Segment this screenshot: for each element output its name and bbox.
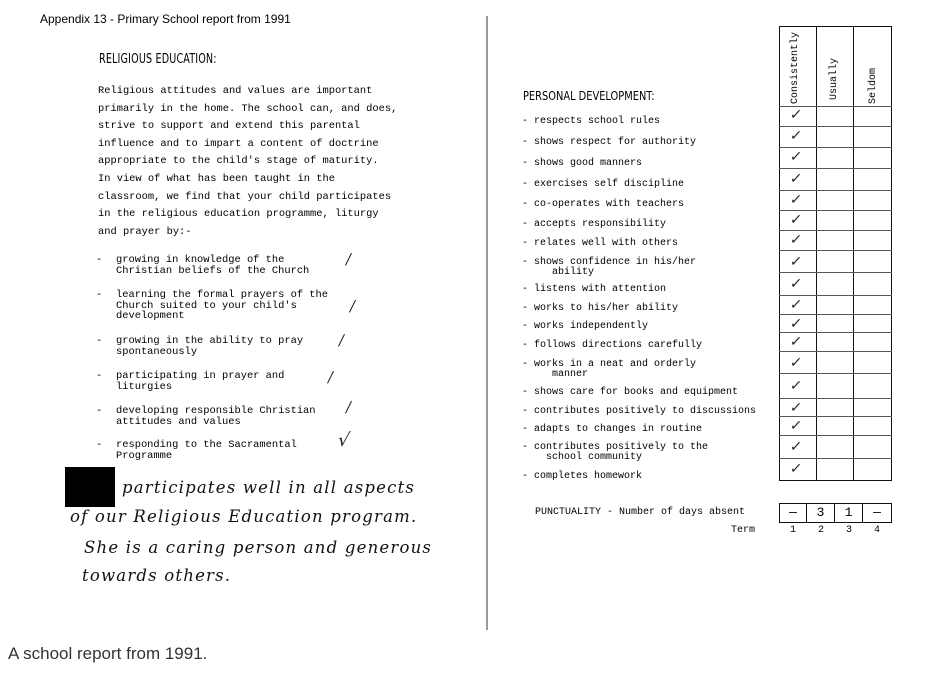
redacted-name-block [65,467,115,507]
re-item-line: responding to the Sacramental [116,439,297,451]
term-absence-box: — [862,503,892,523]
grid-column-divider [853,26,854,481]
rating-tick: ✓ [788,297,803,313]
re-item-line: growing in the ability to pray [116,335,304,347]
page-fold-divider [486,16,488,630]
rating-tick: ✓ [788,149,803,165]
column-header-consistently: Consistently [790,31,801,104]
grid-row-line [779,373,892,374]
paragraph-line: in the religious education programme, liturgy [98,208,379,221]
grid-row-line [779,314,892,315]
pd-item: - co-operates with teachers [522,199,685,210]
column-header-usually: Usually [829,57,840,100]
paragraph-line: primarily in the home. The school can, and does, [98,102,398,115]
grid-row-line [779,250,892,251]
grid-row-line [779,147,892,148]
grid-row-line [779,295,892,296]
term-number: 2 [818,525,825,536]
punctuality-label: PUNCTUALITY - Number of days absent [535,507,746,518]
re-item-line: learning the formal prayers of the [116,289,329,301]
handwritten-comment-line: of our Religious Education program. [70,507,418,526]
term-label: Term [731,525,756,536]
re-item-line: developing responsible Christian [116,405,316,417]
grid-row-line [779,416,892,417]
pd-item: - shows confidence in his/her ability [522,257,697,278]
term-absence-box: 1 [834,503,863,523]
grid-row-line [779,126,892,127]
re-item-line: Programme [116,449,173,462]
handwritten-tick: / [326,368,335,386]
rating-tick: ✓ [788,192,803,208]
paragraph-line: appropriate to the child's stage of maturity. [98,155,379,168]
pd-item: - accepts responsibility [522,219,667,230]
handwritten-comment-line: participates well in all aspects [122,478,416,497]
re-item-line: attitudes and values [116,415,241,428]
rating-tick: ✓ [788,276,803,292]
term-number: 4 [874,525,881,536]
re-item-line: growing in knowledge of the [116,254,285,266]
personal-development-title: PERSONAL DEVELOPMENT: [523,89,655,103]
re-item-line: spontaneously [116,345,198,358]
re-item-line: participating in prayer and [116,370,285,382]
rating-tick: ✓ [788,378,803,394]
handwritten-comment-line: She is a caring person and generous [84,538,433,557]
paragraph-line: In view of what has been taught in the [98,172,335,185]
term-number: 3 [846,525,853,536]
rating-tick: ✓ [788,355,803,371]
religious-education-paragraph [98,83,448,241]
rating-tick: ✓ [788,171,803,187]
pd-item: - adapts to changes in routine [522,424,703,435]
rating-tick: ✓ [788,439,803,455]
handwritten-tick: / [344,398,353,416]
re-item-line: development [116,310,185,322]
pd-item: - contributes positively to the school community [522,442,709,463]
handwritten-comment-line: towards others. [82,566,232,585]
pd-item: - shows care for books and equipment [522,387,739,398]
pd-item: - works to his/her ability [522,303,679,314]
rating-tick: ✓ [788,254,803,270]
term-number: 1 [790,525,797,536]
rating-tick: ✓ [788,212,803,228]
pd-item: - contributes positively to discussions [522,406,757,417]
rating-tick: ✓ [788,316,803,332]
grid-row-line [779,435,892,436]
rating-tick: ✓ [788,400,803,416]
rating-tick: ✓ [788,461,803,477]
paragraph-line: Religious attitudes and values are important [98,85,373,97]
rating-tick: ✓ [788,232,803,248]
pd-item: - exercises self discipline [522,179,685,190]
pd-item: - works independently [522,321,649,332]
handwritten-tick: / [344,250,353,268]
pd-item: - respects school rules [522,116,661,127]
appendix-title: Appendix 13 - Primary School report from 1991 [40,12,291,26]
scanned-report: Appendix 13 - Primary School report from 1991 RELIGIOUS EDUCATION: Religious attitudes and values are important primarily in the home. The school can, and does, strive to support and extend this parental influence and to impart a content of doctrine appropriate to the child's stage of maturity. In view of what has been taught in the classroom, we find that your child participates in the religious education programme, liturgy and prayer by:- - growing in knowledge of the Christian beliefs of the Church / - learning the formal prayers of the Church suited to your child's development / - growing in the ability to pray spontaneously / - participating in prayer and liturgies / - developing responsible Christian attitudes and values / - responding to the Sacramental Programme √ participates well in all aspects of our Religious Education program. She is a caring person and generous towards others. PERSONAL DEVELOPMENT: - respects school rules - shows respect for authority - shows good manners - exercises self discipline - co-operates with teachers - accepts responsibility - relates well with others - shows confidence in his/her ability - listens with attention - works to his/her ability - works independently - follows directions carefully - works in a neat and orderly manner - shows care for books and equipment - contributes positively to discussions - adapts to changes in routine - contributes positively to the school community - completes homework Consistently Usually Seldom ✓ ✓ ✓ ✓ ✓ ✓ ✓ ✓ ✓ ✓ ✓ ✓ ✓ ✓ ✓ ✓ ✓ ✓ PUNCTUALITY - Number of days absent Term — 3 1 — 1 2 3 4 [0,0,934,635]
pd-item: - follows directions carefully [522,340,703,351]
re-item-line: liturgies [116,380,173,393]
paragraph-line: and prayer by:- [98,225,192,238]
rating-tick: ✓ [788,107,803,123]
grid-row-line [779,351,892,352]
pd-item: - listens with attention [522,284,667,295]
grid-row-line [779,398,892,399]
religious-education-title: RELIGIOUS EDUCATION: [99,52,217,67]
grid-column-divider [816,26,817,481]
grid-row-line [779,190,892,191]
figure-caption: A school report from 1991. [8,644,208,663]
rating-tick: ✓ [788,418,803,434]
pd-item: - shows respect for authority [522,137,697,148]
re-item-line: Christian beliefs of the Church [116,264,310,277]
pd-item: - works in a neat and orderly manner [522,359,697,380]
rating-tick: ✓ [788,334,803,350]
grid-row-line [779,168,892,169]
re-item-line: Church suited to your child's [116,299,297,312]
term-absence-box: — [779,503,807,523]
column-header-seldom: Seldom [868,67,879,104]
pd-item: - relates well with others [522,238,679,249]
paragraph-line: influence and to impart a content of doctrine [98,137,379,150]
term-absence-box: 3 [806,503,835,523]
grid-row-line [779,332,892,333]
grid-row-line [779,230,892,231]
handwritten-tick: √ [336,430,352,451]
paragraph-line: classroom, we find that your child participates [98,190,392,203]
grid-row-line [779,210,892,211]
handwritten-tick: / [337,331,346,349]
paragraph-line: strive to support and extend this parental [98,120,360,133]
pd-item: - shows good manners [522,158,643,169]
handwritten-tick: / [348,297,357,315]
rating-tick: ✓ [788,128,803,144]
pd-item: - completes homework [522,471,643,482]
grid-row-line [779,272,892,273]
grid-row-line [779,458,892,459]
